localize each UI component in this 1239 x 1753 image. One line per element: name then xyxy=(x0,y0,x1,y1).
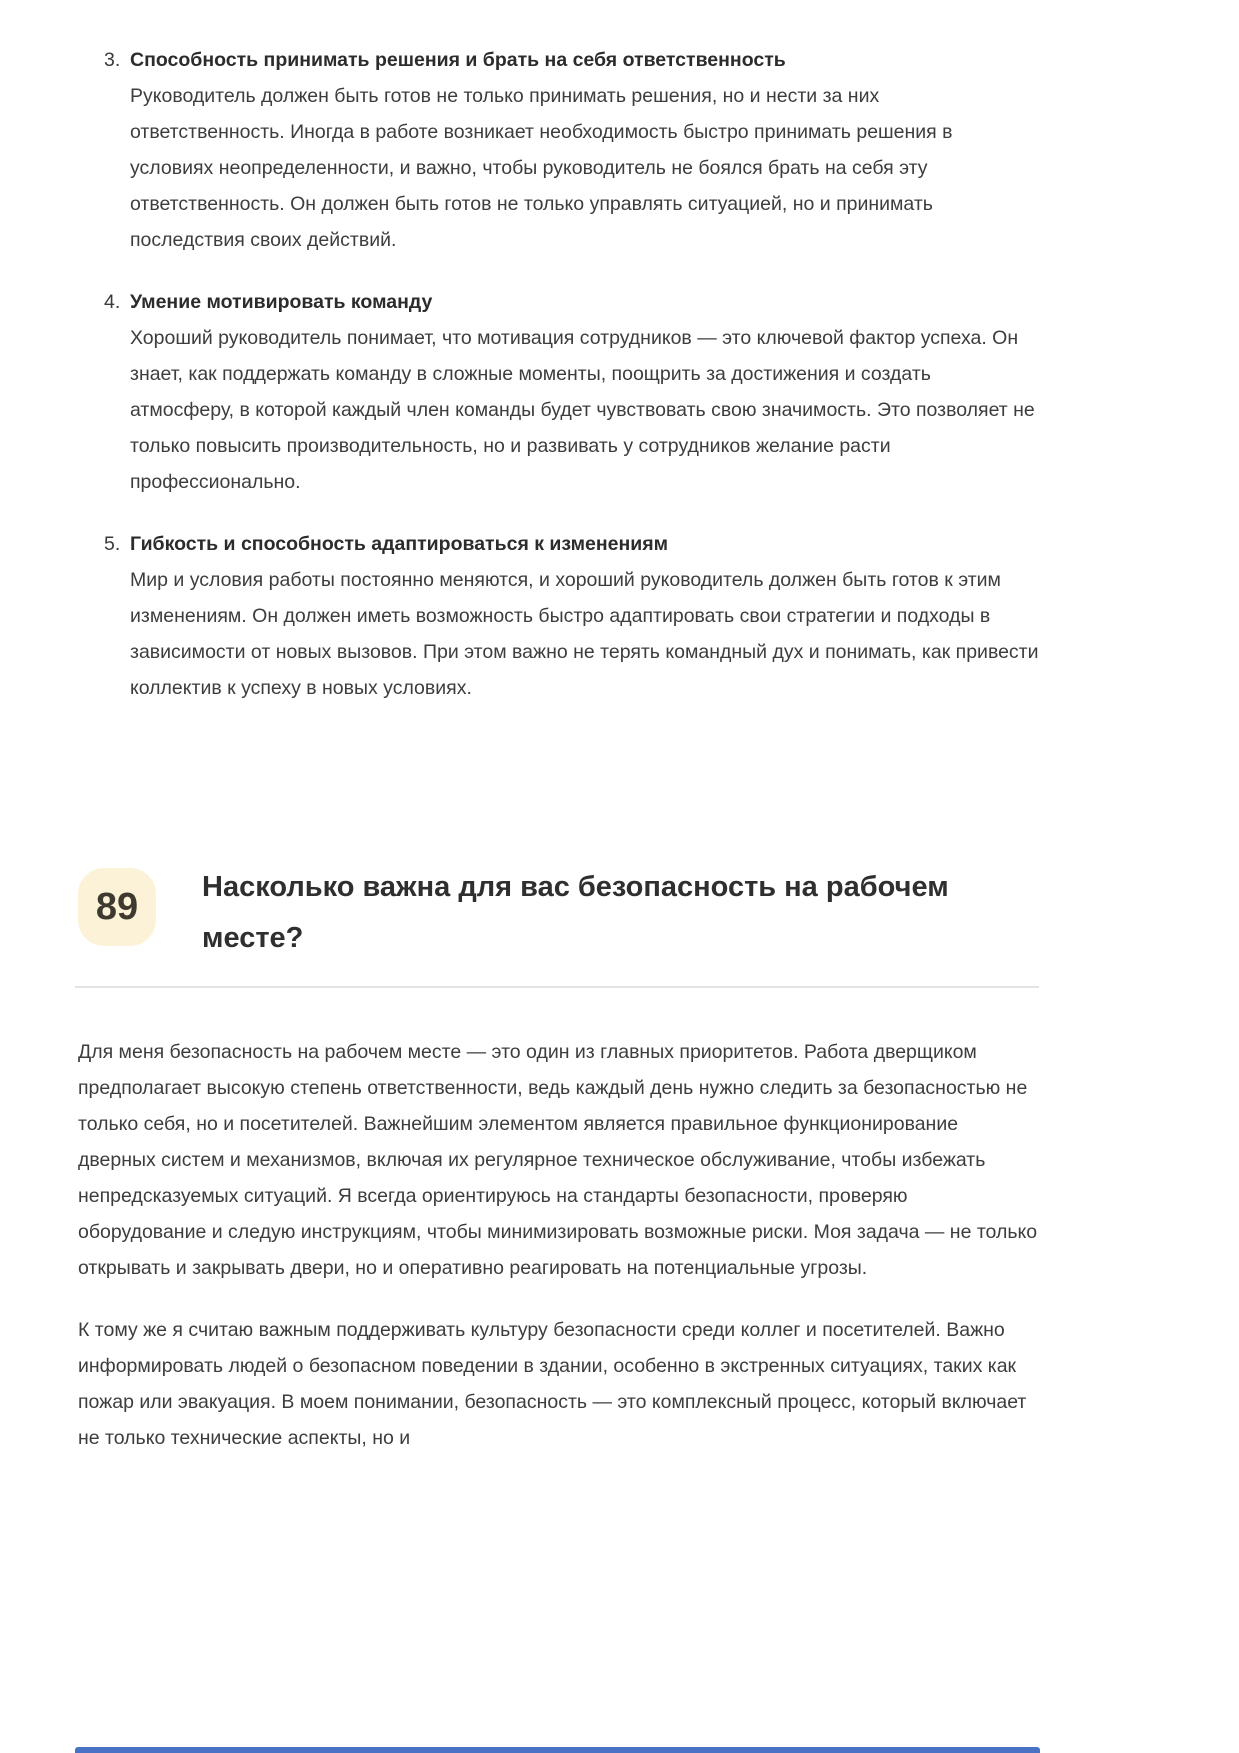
answer-section xyxy=(78,1034,1039,1456)
answer-paragraph: К тому же я считаю важным поддерживать культуру безопасности среди коллег и посетителей. Важно информировать людей о безопасном поведении в здании, особенно в экстренных ситуациях, таких как пожар или эвакуация. В моем понимании, безопасность — это комплексный процесс, который включает не только технические аспекты, но и xyxy=(78,1319,1027,1449)
answer-paragraph: Для меня безопасность на рабочем месте — это один из главных приоритетов. Работа дверщиком предполагает высокую степень ответственности, ведь каждый день нужно следить за безопасностью не только себя, но и посетителей. Важнейшим элементом является правильное функционирование дверных систем и механизмов, включая их регулярное техническое обслуживание, чтобы избежать непредсказуемых ситуаций. Я всегда ориентируюсь на стандарты безопасности, проверяю оборудование и следую инструкциям, чтобы минимизировать возможные риски. Моя задача — не только открывать и закрывать двери, но и оперативно реагировать на потенциальные угрозы. xyxy=(78,1041,1038,1279)
list-item-body: Хороший руководитель понимает, что мотивация сотрудников — это ключевой фактор успеха. Он знает, как поддержать команду в сложные моменты, поощрить за достижения и создать атмосферу, в которой каждый член команды будет чувствовать свою значимость. Это позволяет не только повысить производительность, но и развивать у сотрудников желание расти профессионально. xyxy=(130,327,1035,493)
list-item-title: Способность принимать решения и брать на себя ответственность xyxy=(130,49,786,71)
list-item-body: Руководитель должен быть готов не только принимать решения, но и нести за них ответственность. Иногда в работе возникает необходимость быстро принимать решения в условиях неопределенности, и важно, чтобы руководитель не боялся брать на себя эту ответственность. Он должен быть готов не только управлять ситуацией, но и принимать последствия своих действий. xyxy=(130,85,953,251)
list-item xyxy=(78,42,1039,258)
section-divider xyxy=(75,986,1039,988)
list-item-number: 4. xyxy=(104,291,121,313)
question-header xyxy=(78,856,1039,964)
list-item xyxy=(78,526,1039,706)
list-item xyxy=(78,284,1039,500)
question-number-badge: 89 xyxy=(78,868,156,946)
list-item-number: 5. xyxy=(104,533,121,555)
list-item-number: 3. xyxy=(104,49,121,71)
list-item-title: Умение мотивировать команду xyxy=(130,291,433,313)
next-section-top-rule xyxy=(75,1747,1040,1753)
question-title: Насколько важна для вас безопасность на рабочем месте? xyxy=(202,871,949,954)
list-item-title: Гибкость и способность адаптироваться к изменениям xyxy=(130,533,669,555)
list-item-body: Мир и условия работы постоянно меняются, и хороший руководитель должен быть готов к этим изменениям. Он должен иметь возможность быстро адаптировать свои стратегии и подходы в зависимости от новых вызовов. При этом важно не терять командный дух и понимать, как привести коллектив к успеху в новых условиях. xyxy=(130,569,1039,699)
qualities-numbered-list xyxy=(78,42,1039,706)
